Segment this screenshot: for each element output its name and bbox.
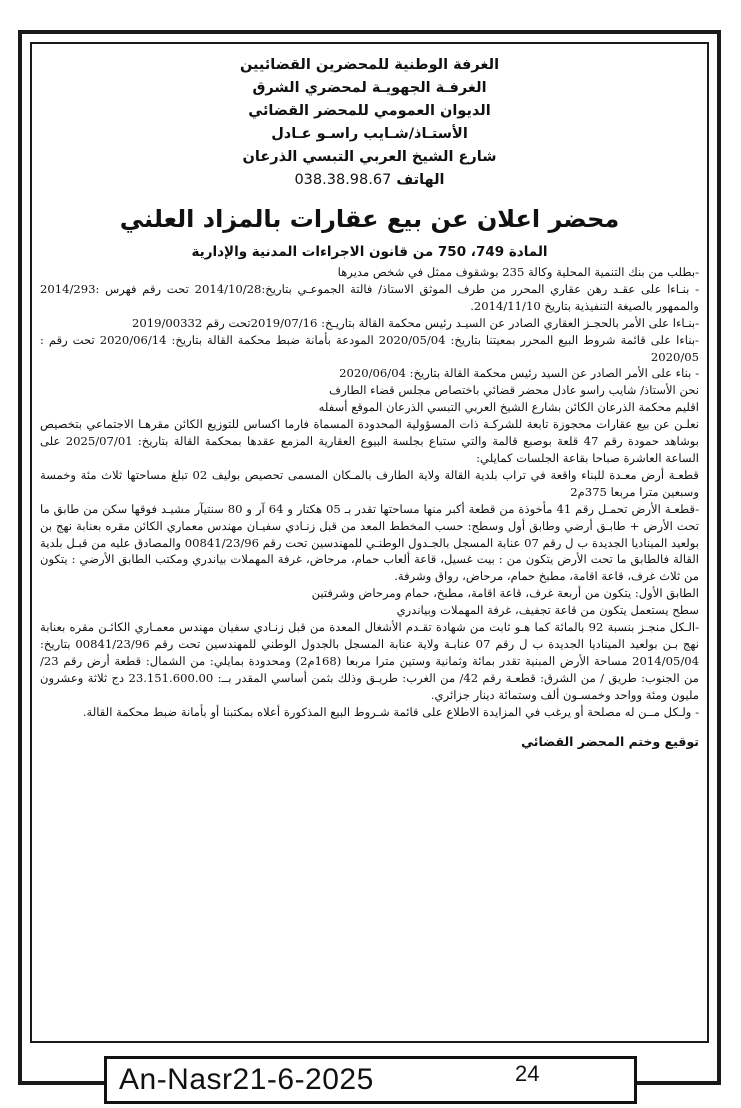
- body-paragraph: -الـكل منجـز بنسبة 92 بالمائة كما هـو ثابت من شهادة تقـدم الأشغال المعدة من قبل زنـادي سفيان مهندس معمـاري الكائـن مقره بعنابة نهج بـن بولعيد الميناديا الجديدة ب ل رقم 07 عنابـة ولاية عنابة المسجل بالجدول الوطني للمهندسين تحت رقم 00841/23/96 بتاريخ: 2014/05/04 مساحة الأرض المبنية تقدر بمائة وثمانية وستين مترا مربعا (168م2) ومحدودة بمايلي: من الشمال: قطعة أرض رقم 23/ من الجنوب: طريق / من الشرق: قطعـة رقم 42/ من الغرب: طريـق وذلك بثمن أساسي المقدر بــ: 23.151.600.00 دج ثلاثة وعشرون مليون ومئة وواحد وخمسـون ألف وستمائة دينار جزائري.: [40, 620, 699, 702]
- page-number: 24: [515, 1061, 540, 1086]
- phone-label: الهاتف: [396, 172, 445, 188]
- body-paragraph: - بناء على الأمر الصادر عن السيد رئيس محكمة القالة بتاريخ: 2020/06/04: [339, 366, 699, 381]
- body-paragraph: قطعـة أرض معـدة للبناء واقعة في تراب بلدية القالة ولاية الطارف بالمـكان المسمى تحصيص بوليف 02 تبلغ مساحتها ثلاث مئة وخمسة وسبعين مترا مربعا 375م2: [40, 467, 699, 499]
- header-line-chamber: الغرفة الوطنية للمحضرين القضائيين: [239, 57, 500, 73]
- header-line-office: الديوان العمومي للمحضر القضائي: [248, 103, 491, 119]
- header-line-regional: الغرفـة الجهويـة لمحضري الشرق: [252, 80, 487, 96]
- newspaper-source: An-Nasr21-6-2025: [119, 1063, 374, 1096]
- header-line-bailiff: الأستـاذ/شـايب راسـو عـادل: [271, 126, 468, 142]
- body-paragraph: -بنـاءا على الأمر بالحجـز العقاري الصادر عن السيـد رئيس محكمة القالة بتاريـخ: 2019/07/16تحت رقم 2019/00332: [131, 315, 699, 330]
- notice-body: [40, 264, 699, 720]
- notice-content: [40, 54, 699, 749]
- signature-line: توقيع وختم المحضر القضائي: [521, 734, 699, 750]
- body-paragraph: الطابق الأول: يتكون من أربعة غرف، قاعة اقامة، مطبخ، حمام ومرحاض وشرفتين: [311, 586, 699, 601]
- newspaper-footer: [104, 1056, 637, 1104]
- office-header: [40, 54, 699, 192]
- body-paragraph: - بنـاءا على عقـد رهن عقاري المحرر من طرف الموثق الاستاذ/ فالتة الجموعـي بتاريخ:2014/10/28 تحت رقم فهرس :2014/293 والممهور بالصيغة التنفيذية بتاريخ 2014/11/10.: [40, 281, 699, 313]
- header-line-address: شارع الشيخ العربي التبسي الذرعان: [242, 149, 497, 165]
- body-paragraph: -قطعـة الأرض تحمـل رقم 41 مأخوذة من قطعة أكبر منها مساحتها تقدر بـ 05 هكتار و 64 آر و 80 سنتيآر مشيـد فوقها سكن من طابق ما تحت الأرض + طابـق أرضي وطابق أول وسطح: حسب المخطط المعد من قبل زنـادي سفيـان مهندس معماري الكائن مقره بعنابة نهج بن بولعيد الميناديا الجديدة ب ل رقم 07 عنابة المسجل بالجـدول الوطنـي للمهندسين تحت رقم 00841/23/96 والمصادق عليه من قبـل بلدية القالة فالطابق ما تحت الأرض يتكون من : بيت غسيل، قاعة ألعاب حمام، مرحاض، غرفة المهملات بياندري ومكتب الطابق الأرضي : يتكون من ثلاث غرف، قاعة اقامة، مطبخ حمام، مرحاض، رواق وشرفة.: [40, 501, 699, 584]
- body-paragraph: -بطلب من بنك التنمية المحلية وكالة 235 بوشقوف ممثل في شخص مديرها: [337, 265, 699, 279]
- body-paragraph: اقليم محكمة الذرعان الكائن بشارع الشيخ العربي التبسي الذرعان الموقع أسفله: [318, 400, 699, 415]
- body-paragraph: سطح يستعمل يتكون من قاعة تجفيف، غرفة المهملات وبياندري: [396, 603, 699, 618]
- body-paragraph: -بناءا على قائمة شروط البيع المحرر بمعيتنا بتاريخ: 2020/05/04 المودعة بأمانة ضبط محكمة القالة بتاريخ: 2020/06/14 تحت رقم : 2020/05: [40, 332, 699, 364]
- body-paragraph: نحن الأستاذ/ شايب راسو عادل محضر قضائي باختصاص مجلس قضاء الطارف: [329, 383, 699, 398]
- notice-subtitle: المادة 749، 750 من قانون الاجراءات المدنية والإدارية: [191, 244, 548, 260]
- body-paragraph: نعلـن عن بيع عقارات محجوزة تابعة للشركـة ذات المسؤولية المحدودة المسماة فارما اكساس للتوزيع الكائن مقرهـا الاجتماعي بتخصيص بوشاهد حمودة رقم 47 قلعة بوصبع قالمة والتي ستباع بجلسة البيوع العقارية المزمع عقدها بمحكمة القالة بتاريخ: 2025/07/01 على الساعة العاشرة صباحا بقاعة الجلسات كمايلي:: [40, 417, 700, 465]
- body-paragraph: - ولـكل مــن له مصلحة أو يرغب في المزايدة الاطلاع على قائمة شـروط البيع المذكورة أعلاه بمكتبنا أو بأمانة ضبط محكمة القالة.: [82, 704, 699, 719]
- notice-title: محضر اعلان عن بيع عقارات بالمزاد العلني: [119, 205, 620, 233]
- phone-number: 038.38.98.67: [294, 172, 392, 188]
- header-phone: [40, 169, 699, 192]
